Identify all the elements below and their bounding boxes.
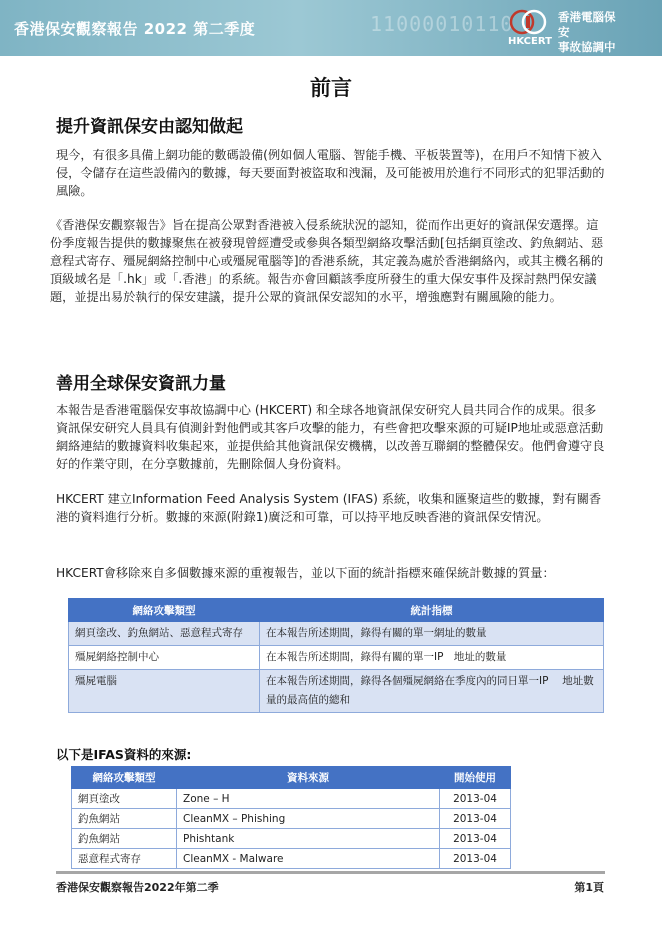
section2-para2: HKCERT 建立Information Feed Analysis System (IFAS) 系統，收集和匯聚這些的數據，對有關香港的資料進行分析。數據的來源(附錄1)廣泛和可靠，可以持平地反映香港的資訊保安情況。 bbox=[56, 492, 602, 524]
table-cell: CleanMX – Phishing bbox=[177, 809, 440, 829]
hkcert-logo-icon bbox=[508, 8, 552, 38]
table-header-cell: 網絡攻擊類型 bbox=[72, 767, 177, 789]
hkcert-logo bbox=[508, 8, 618, 69]
table-row bbox=[69, 646, 604, 670]
section1-para2: 《香港保安觀察報告》旨在提高公眾對香港被入侵系統狀況的認知，從而作出更好的資訊保安選擇。這份季度報告提供的數據聚焦在被發現曾經遭受或參與各類型網絡攻擊活動[包括網頁塗改、釣魚網站、惡意程式寄存、殭屍網絡控制中心或殭屍電腦等]的香港系統，其定義為處於香港網絡內，或其主機名稱的頂級域名是「.hk」或「.香港」的系統。報告亦會回顧該季度所發生的重大保安事件及探討熱門保安議題，並提出易於執行的保安建議，提升公眾的資訊保安認知的水平，增強應對有關風險的能力。 bbox=[50, 218, 604, 304]
table-cell: 2013-04 bbox=[440, 849, 511, 869]
table-cell: 在本報告所述期間，錄得有關的單一網址的數量 bbox=[260, 622, 604, 646]
table-cell: 釣魚網站 bbox=[72, 809, 177, 829]
org-name bbox=[558, 10, 618, 70]
table-header-row bbox=[69, 599, 604, 622]
table-cell: 2013-04 bbox=[440, 809, 511, 829]
org-name-line1: 香港電腦保安 bbox=[558, 10, 616, 39]
footer-divider bbox=[56, 871, 605, 874]
report-title: 香港保安觀察報告 2022 第二季度 bbox=[14, 20, 256, 38]
table-row bbox=[69, 622, 604, 646]
table-cell: Zone – H bbox=[177, 789, 440, 809]
table-header-cell: 網絡攻擊類型 bbox=[69, 599, 260, 622]
table-cell: Phishtank bbox=[177, 829, 440, 849]
section1-para1: 現今，有很多具備上網功能的數碼設備(例如個人電腦、智能手機、平板裝置等)，在用戶不知情下被入侵，令儲存在這些設備內的數據，每天要面對被盜取和洩漏，及可能被用於進行不同形式的犯罪活動的風險。 bbox=[56, 148, 605, 198]
section1-heading: 提升資訊保安由認知做起 bbox=[56, 117, 243, 137]
table-cell: CleanMX - Malware bbox=[177, 849, 440, 869]
table-cell: 在本報告所述期間，錄得各個殭屍網絡在季度內的同日單一IP 地址數量的最高值的總和 bbox=[260, 670, 604, 713]
section2-para3: HKCERT會移除來自多個數據來源的重複報告，並以下面的統計指標來確保統計數據的質量： bbox=[56, 566, 555, 580]
table-cell: 2013-04 bbox=[440, 789, 511, 809]
table-cell: 網頁塗改、釣魚網站、惡意程式寄存 bbox=[69, 622, 260, 646]
table-cell: 惡意程式寄存 bbox=[72, 849, 177, 869]
page-number: 第1頁 bbox=[574, 881, 604, 894]
table-row bbox=[72, 789, 511, 809]
table-header-cell: 統計指標 bbox=[260, 599, 604, 622]
table-cell: 2013-04 bbox=[440, 829, 511, 849]
table-header-cell: 資料來源 bbox=[177, 767, 440, 789]
statistics-table bbox=[68, 598, 604, 713]
table-cell: 釣魚網站 bbox=[72, 829, 177, 849]
binary-decoration: 11000010110 bbox=[370, 12, 514, 36]
table-row bbox=[72, 849, 511, 869]
org-abbr: HKCERT bbox=[508, 36, 552, 47]
org-name-line2: 事故協調中心 bbox=[558, 40, 616, 69]
page-title: 前言 bbox=[310, 76, 352, 100]
ifas-heading: 以下是IFAS資料的來源: bbox=[56, 747, 192, 762]
table-header-cell: 開始使用 bbox=[440, 767, 511, 789]
table-cell: 殭屍電腦 bbox=[69, 670, 260, 713]
table-cell: 網頁塗改 bbox=[72, 789, 177, 809]
section2-para1: 本報告是香港電腦保安事故協調中心 (HKCERT) 和全球各地資訊保安研究人員共同合作的成果。很多資訊保安研究人員具有偵測針對他們或其客戶攻擊的能力，有些會把攻擊來源的可疑IP地址或惡意活動網絡連結的數據資料收集起來，並提供給其他資訊保安機構，以改善互聯網的整體保安。他們會遵守良好的作業守則，在分享數據前，先刪除個人身份資料。 bbox=[56, 403, 605, 471]
footer-report-name: 香港保安觀察報告2022年第二季 bbox=[56, 881, 219, 894]
ifas-sources-table bbox=[71, 766, 511, 869]
table-header-row bbox=[72, 767, 511, 789]
table-row bbox=[72, 829, 511, 849]
section2-heading: 善用全球保安資訊力量 bbox=[56, 374, 226, 394]
header-banner bbox=[0, 0, 662, 69]
table-cell: 殭屍網絡控制中心 bbox=[69, 646, 260, 670]
table-row bbox=[72, 809, 511, 829]
table-cell: 在本報告所述期間，錄得有關的單一IP 地址的數量 bbox=[260, 646, 604, 670]
table-row bbox=[69, 670, 604, 713]
